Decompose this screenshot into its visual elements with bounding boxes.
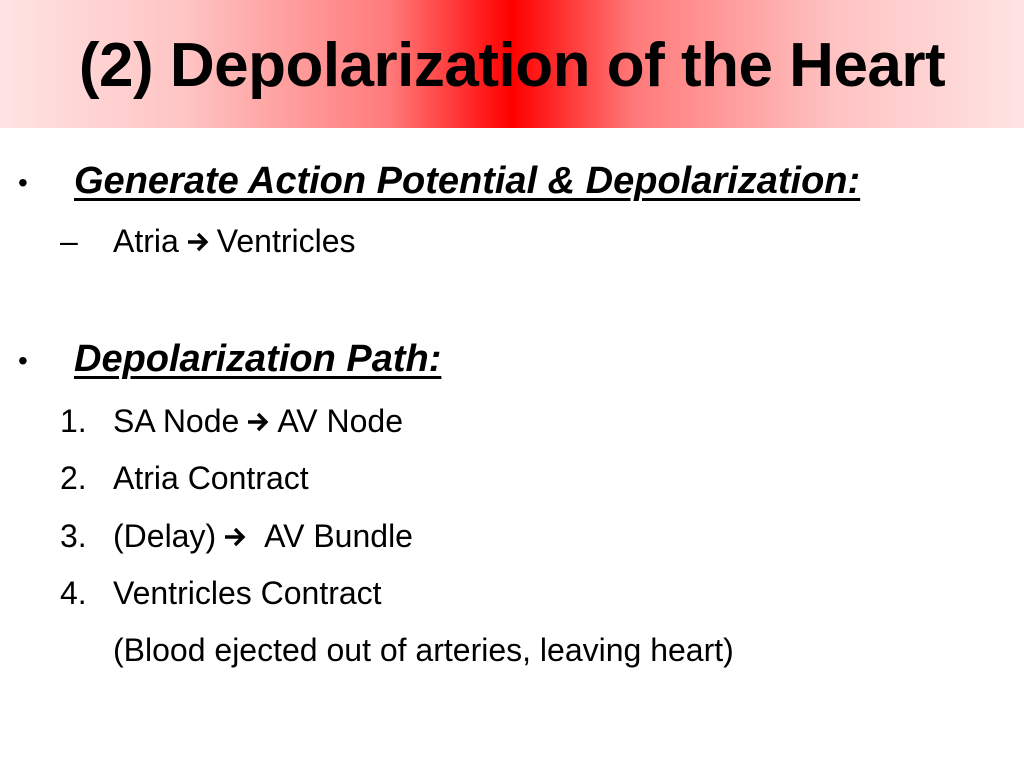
step-number: 1.	[60, 403, 87, 439]
right-arrow-icon	[247, 402, 271, 442]
sub-bullet-dash: –	[60, 223, 78, 259]
slide-title: (2) Depolarization of the Heart	[78, 31, 946, 100]
item-text-after: Ventricles	[216, 223, 356, 259]
list-item-atria-contract: Atria Contract	[113, 460, 309, 496]
list-item-sa-node	[113, 401, 403, 444]
right-arrow-icon	[224, 517, 248, 557]
list-item-ventricles-contract: Ventricles Contract	[113, 575, 382, 611]
section-heading-action-potential: Generate Action Potential & Depolarization:	[74, 160, 861, 202]
bullet-marker: •	[18, 167, 28, 198]
item-text-after: AV Node	[277, 403, 404, 439]
list-item-atria-ventricles	[113, 221, 356, 264]
item-text-before: Atria	[113, 223, 179, 259]
item-text-after: AV Bundle	[264, 518, 413, 554]
section-heading-depolarization-path: Depolarization Path:	[74, 338, 442, 380]
step-number: 3.	[60, 518, 87, 554]
list-item-delay-av-bundle	[113, 516, 413, 559]
right-arrow-icon	[187, 222, 211, 262]
title-band	[0, 0, 1024, 128]
step-number: 4.	[60, 575, 87, 611]
item-text-before: SA Node	[113, 403, 240, 439]
item-text-before: (Delay)	[113, 518, 217, 554]
step-number: 2.	[60, 460, 87, 496]
list-item-note: (Blood ejected out of arteries, leaving heart)	[113, 632, 734, 668]
bullet-marker: •	[18, 345, 28, 376]
